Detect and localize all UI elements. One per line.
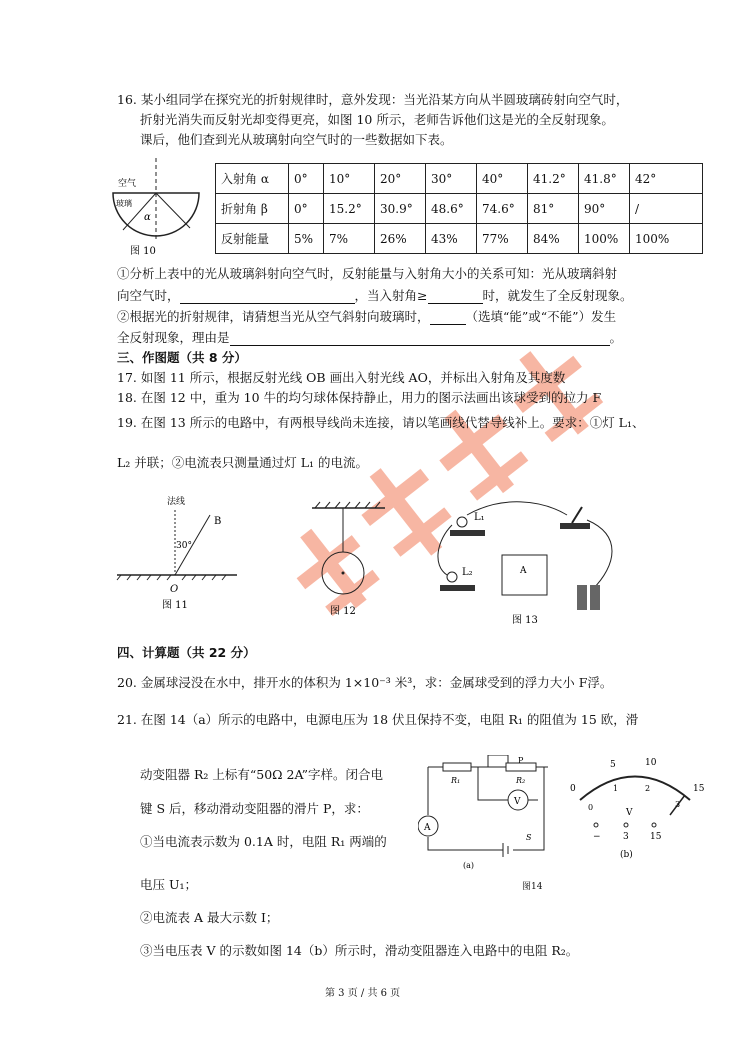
table-cell: 26% xyxy=(375,224,426,254)
svg-text:图 10: 图 10 xyxy=(130,246,156,257)
svg-text:R₂: R₂ xyxy=(516,776,526,785)
svg-text:0: 0 xyxy=(570,784,576,794)
svg-text:V: V xyxy=(626,808,633,818)
table-row xyxy=(216,194,703,224)
svg-text:−: − xyxy=(593,832,601,842)
svg-text:15: 15 xyxy=(693,784,705,794)
table-cell: 15.2° xyxy=(324,194,375,224)
table-cell: 0° xyxy=(289,194,324,224)
answer-blank[interactable] xyxy=(230,330,610,346)
figure-13 xyxy=(432,495,632,625)
text: 时，就发生了全反射现象。 xyxy=(482,288,633,303)
table-cell: 48.6° xyxy=(426,194,477,224)
svg-text:2: 2 xyxy=(645,784,651,793)
q16-p2 xyxy=(117,309,616,325)
svg-text:15: 15 xyxy=(650,832,662,842)
q17: 17. 如图 11 所示，根据反射光线 OB 画出入射光线 AO，并标出入射角及其度数 xyxy=(117,370,566,385)
figure-14-caption: 图14 xyxy=(522,882,543,892)
q16-line1: 16. 某小组同学在探究光的折射规律时，意外发现：当光沿某方向从半圆玻璃砖射向空气时， xyxy=(117,92,629,107)
q16-line2: 折射光消失而反射光却变得更亮，如图 10 所示，老师告诉他们这是光的全反射现象。 xyxy=(140,112,614,127)
q21-line2: 动变阻器 R₂ 上标有“50Ω 2A”字样。闭合电 xyxy=(140,767,384,782)
svg-text:30°: 30° xyxy=(176,541,192,551)
figure-11 xyxy=(112,490,242,615)
svg-text:A: A xyxy=(424,823,431,833)
table-cell: 30° xyxy=(426,164,477,194)
svg-text:10: 10 xyxy=(645,758,657,768)
q19b: L₂ 并联；②电流表只测量通过灯 L₁ 的电流。 xyxy=(117,455,369,470)
svg-text:图 13: 图 13 xyxy=(512,615,538,625)
svg-text:空气: 空气 xyxy=(118,179,137,189)
q16-p1 xyxy=(117,288,633,304)
text: （选填“能”或“不能”）发生 xyxy=(465,309,617,324)
q20: 20. 金属球浸没在水中，排开水的体积为 1×10⁻³ 米³，求：金属球受到的浮力大小 F浮。 xyxy=(117,675,613,690)
svg-text:1: 1 xyxy=(613,784,619,793)
svg-text:法线: 法线 xyxy=(167,497,186,507)
text: 向空气时， xyxy=(117,288,180,303)
q16-p1a: ①分析上表中的光从玻璃斜射向空气时，反射能量与入射角大小的关系可知：光从玻璃斜射 xyxy=(117,266,618,281)
text: 。 xyxy=(609,330,623,345)
svg-text:α: α xyxy=(144,212,151,223)
svg-text:A: A xyxy=(520,566,527,576)
answer-blank[interactable] xyxy=(430,309,466,325)
table-cell: 30.9° xyxy=(375,194,426,224)
row-header: 反射能量 xyxy=(216,224,289,254)
text: ，当入射角≥ xyxy=(354,288,428,303)
svg-text:O: O xyxy=(170,584,179,595)
table-row xyxy=(216,164,703,194)
text: 全反射现象，理由是 xyxy=(117,330,230,345)
svg-text:L₁: L₁ xyxy=(474,512,485,523)
q21-line4: ①当电流表示数为 0.1A 时，电阻 R₁ 两端的 xyxy=(140,834,387,849)
svg-text:图 12: 图 12 xyxy=(330,606,356,617)
svg-text:5: 5 xyxy=(610,760,616,770)
figure-14b-voltmeter xyxy=(560,755,710,865)
table-cell: 74.6° xyxy=(477,194,528,224)
table-cell: 7% xyxy=(324,224,375,254)
page-footer: 第 3 页 / 共 6 页 xyxy=(325,988,401,999)
table-cell: 77% xyxy=(477,224,528,254)
svg-text:玻璃: 玻璃 xyxy=(116,199,132,208)
figure-12 xyxy=(310,500,390,625)
table-cell: 42° xyxy=(630,164,703,194)
table-cell: 100% xyxy=(579,224,630,254)
svg-text:0: 0 xyxy=(588,803,594,812)
table-cell: 10° xyxy=(324,164,375,194)
svg-text:S: S xyxy=(526,833,532,842)
table-cell: 81° xyxy=(528,194,579,224)
table-cell: 41.2° xyxy=(528,164,579,194)
svg-text:3: 3 xyxy=(623,832,629,842)
svg-text:B: B xyxy=(214,516,222,527)
table-cell: 40° xyxy=(477,164,528,194)
q21-line3: 键 S 后，移动滑动变阻器的滑片 P，求： xyxy=(140,801,369,816)
table-cell: 5% xyxy=(289,224,324,254)
row-header: 折射角 β xyxy=(216,194,289,224)
table-cell: 100% xyxy=(630,224,703,254)
q21-line6: ②电流表 A 最大示数 I； xyxy=(140,910,279,925)
svg-text:(b): (b) xyxy=(620,850,633,860)
data-table xyxy=(215,163,703,254)
svg-text:3: 3 xyxy=(675,800,681,809)
q21-line5: 电压 U₁； xyxy=(140,877,198,892)
section-3-heading: 三、作图题（共 8 分） xyxy=(117,350,247,365)
answer-blank[interactable] xyxy=(428,288,483,304)
table-cell: / xyxy=(630,194,703,224)
svg-text:(a): (a) xyxy=(463,861,475,870)
table-cell: 41.8° xyxy=(579,164,630,194)
svg-text:P: P xyxy=(518,756,524,765)
q21-line1: 21. 在图 14（a）所示的电路中，电源电压为 18 伏且保持不变，电阻 R₁ 的阻值为 15 欧，滑 xyxy=(117,712,639,727)
svg-text:R₁: R₁ xyxy=(451,776,461,785)
text: ②根据光的折射规律，请猜想当光从空气斜射向玻璃时， xyxy=(117,309,430,324)
figure-10 xyxy=(108,158,208,258)
table-cell: 43% xyxy=(426,224,477,254)
section-4-heading: 四、计算题（共 22 分） xyxy=(117,645,256,660)
table-cell: 20° xyxy=(375,164,426,194)
svg-text:图 11: 图 11 xyxy=(162,600,188,611)
q16-line3: 课后，他们查到光从玻璃射向空气时的一些数据如下表。 xyxy=(140,132,453,147)
table-cell: 0° xyxy=(289,164,324,194)
table-cell: 90° xyxy=(579,194,630,224)
table-cell: 84% xyxy=(528,224,579,254)
q19a: 19. 在图 13 所示的电路中，有两根导线尚未连接，请以笔画线代替导线补上。要求：①灯 L₁、 xyxy=(117,415,645,430)
q21-line7: ③当电压表 V 的示数如图 14（b）所示时，滑动变阻器连入电路中的电阻 R₂。 xyxy=(140,943,579,958)
svg-text:L₂: L₂ xyxy=(462,567,473,578)
q16-p2c xyxy=(117,330,622,346)
figure-14a xyxy=(418,755,558,875)
row-header: 入射角 α xyxy=(216,164,289,194)
svg-text:V: V xyxy=(514,797,521,807)
answer-blank[interactable] xyxy=(180,288,355,304)
table-row xyxy=(216,224,703,254)
q18: 18. 在图 12 中，重为 10 牛的均匀球体保持静止，用力的图示法画出该球受到的拉力 F xyxy=(117,390,602,405)
